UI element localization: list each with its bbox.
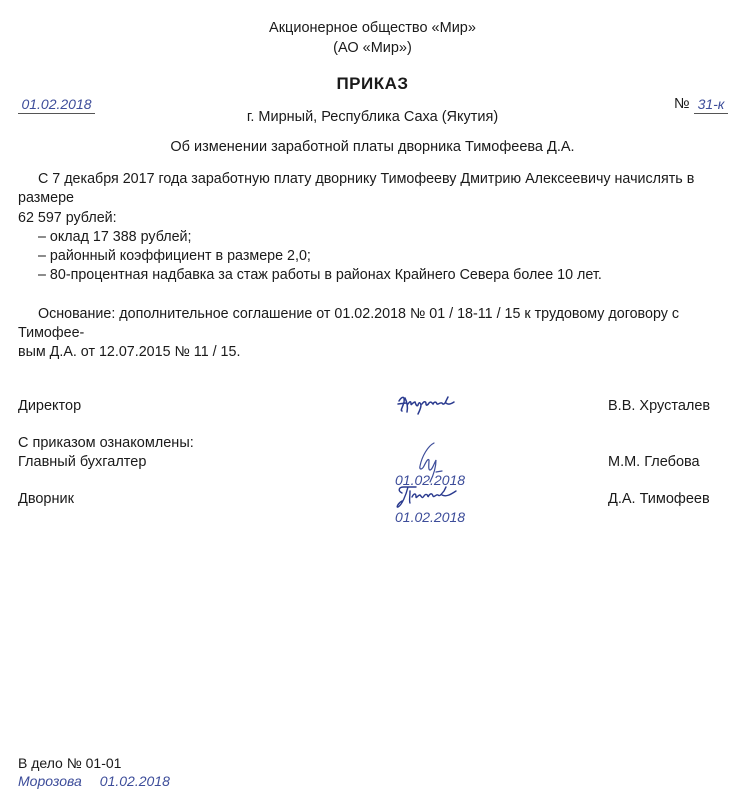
place-of-issue: г. Мирный, Республика Саха (Якутия) — [246, 109, 499, 125]
organization-name: Акционерное общество «Мир» — [269, 20, 476, 36]
director-name: В.В. Хрусталев — [608, 398, 711, 414]
director-signature-icon — [396, 392, 458, 416]
document-title: ПРИКАЗ — [336, 74, 409, 93]
clerk-date: 01.02.2018 — [99, 773, 170, 789]
body-paragraph-line: С 7 декабря 2017 года заработную плату дворнику Тимофееву Дмитрию Алексеевичу начислять в размере — [18, 171, 695, 207]
janitor-name: Д.А. Тимофеев — [608, 491, 710, 507]
chief-accountant-position: Главный бухгалтер — [18, 454, 147, 470]
order-number-label: № — [674, 96, 690, 112]
order-number: 31-к — [694, 96, 728, 114]
organization-short-name: (АО «Мир») — [333, 40, 412, 56]
order-subject: Об изменении заработной платы дворника Тимофеева Д.А. — [170, 139, 575, 155]
janitor-position: Дворник — [18, 491, 74, 507]
janitor-sign-date: 01.02.2018 — [395, 509, 466, 525]
list-item-coefficient: – районный коэффициент в размере 2,0; — [38, 248, 311, 265]
acknowledged-label: С приказом ознакомлены: — [18, 435, 194, 451]
order-body — [18, 170, 728, 363]
file-note: В дело № 01-01 — [18, 755, 122, 771]
chief-accountant-sign-date: 01.02.2018 — [395, 472, 466, 488]
basis-line: Основание: дополнительное соглашение от 01.02.2018 № 01 / 18-11 / 15 к трудовому договору с Тимофее- — [18, 305, 680, 342]
body-paragraph-line: 62 597 рублей: — [18, 209, 117, 226]
order-date: 01.02.2018 — [18, 96, 95, 114]
basis-line: вым Д.А. от 12.07.2015 № 11 / 15. — [18, 344, 241, 361]
list-item-bonus: – 80-процентная надбавка за стаж работы в районах Крайнего Севера более 10 лет. — [38, 267, 602, 284]
clerk-name: Морозова — [18, 773, 82, 789]
clerk-note — [18, 773, 188, 789]
list-item-salary: – оклад 17 388 рублей; — [38, 228, 192, 245]
director-position: Директор — [18, 398, 82, 414]
chief-accountant-name: М.М. Глебова — [608, 454, 700, 470]
